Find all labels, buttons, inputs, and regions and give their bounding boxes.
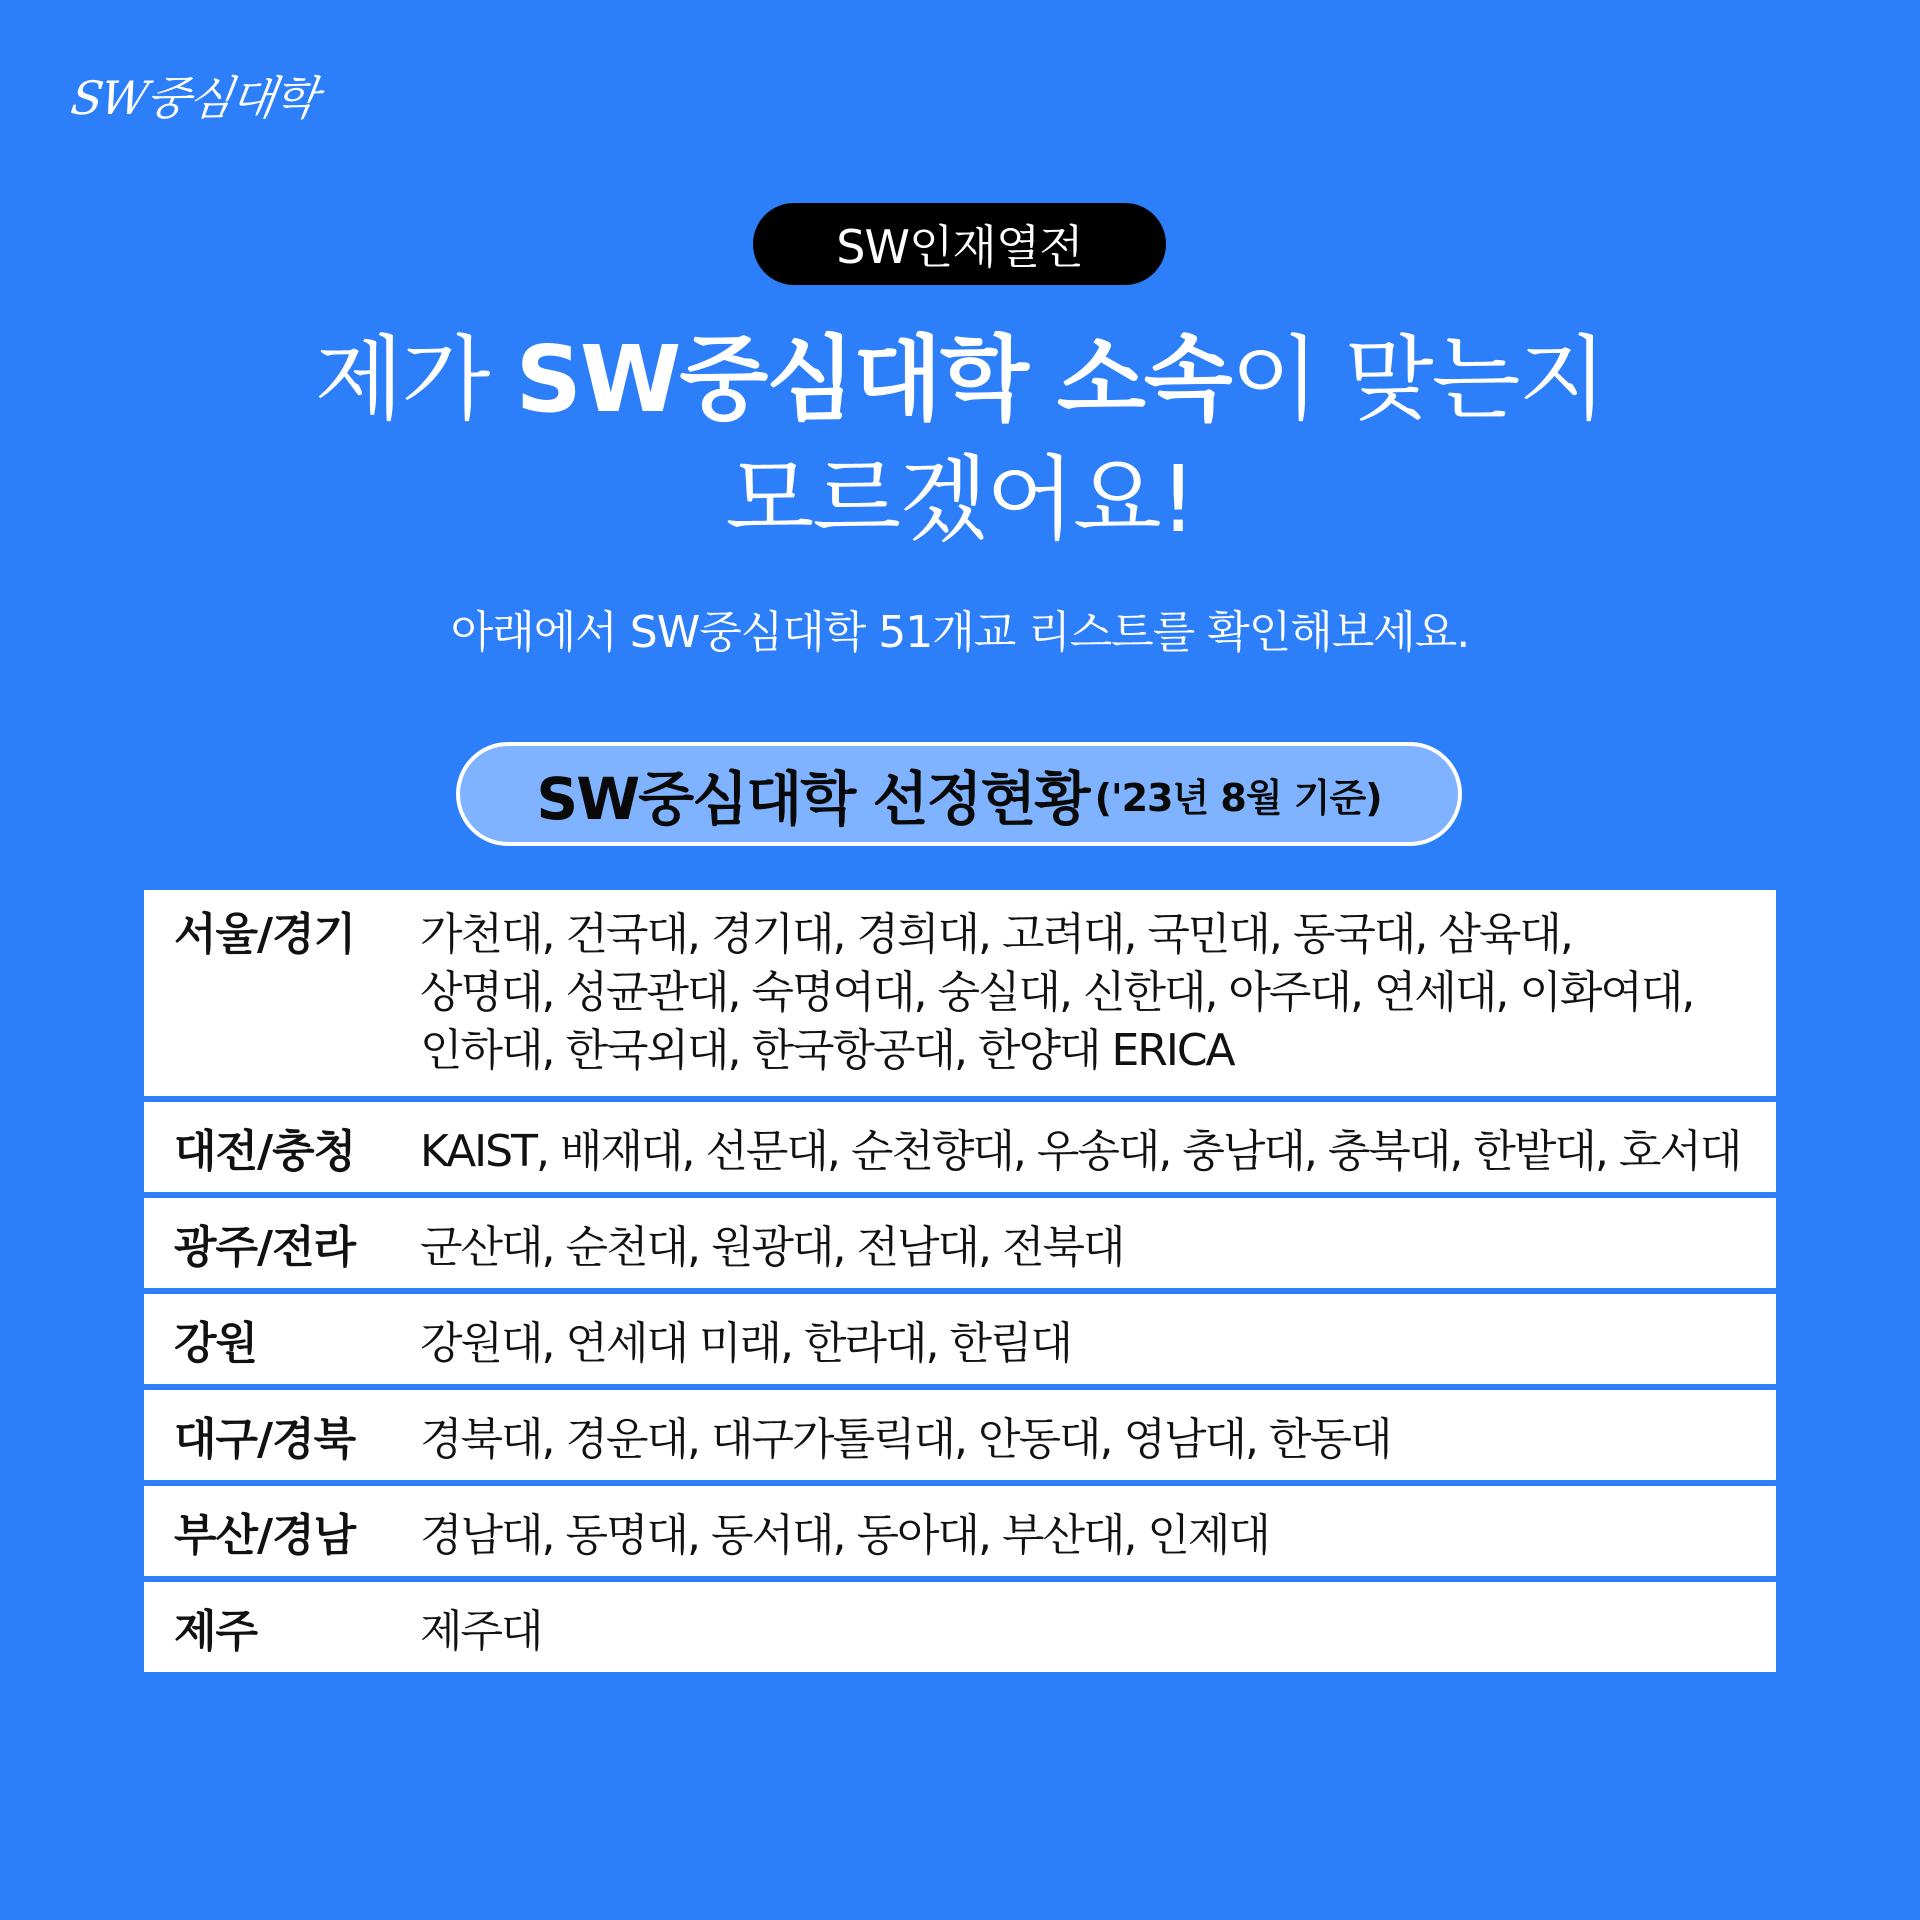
table-row	[144, 1294, 1776, 1384]
headline-part-2: 이 맞는지	[1230, 326, 1606, 433]
region-label: 대전/충청	[174, 1126, 356, 1177]
school-list: 제주대	[420, 1606, 542, 1657]
table-row	[144, 890, 1776, 1096]
school-list: 강원대, 연세대 미래, 한라대, 한림대	[420, 1318, 1071, 1369]
school-list: 군산대, 순천대, 원광대, 전남대, 전북대	[420, 1222, 1124, 1273]
section-title-pill	[456, 742, 1462, 846]
region-label: 부산/경남	[174, 1510, 356, 1561]
region-label: 제주	[174, 1606, 258, 1657]
headline-part-1: 제가	[314, 326, 516, 433]
headline-bold: SW중심대학 소속	[515, 326, 1231, 433]
event-badge	[753, 203, 1166, 285]
table-row	[144, 1390, 1776, 1480]
university-region-table	[144, 890, 1776, 1678]
table-row	[144, 1102, 1776, 1192]
region-label: 서울/경기	[174, 909, 356, 960]
school-list: KAIST, 배재대, 선문대, 순천향대, 우송대, 충남대, 충북대, 한밭대, 호서대	[420, 1126, 1741, 1177]
region-label: 대구/경북	[174, 1414, 356, 1465]
school-list: 가천대, 건국대, 경기대, 경희대, 고려대, 국민대, 동국대, 삼육대, 상명대, 성균관대, 숙명여대, 숭실대, 신한대, 아주대, 연세대, 이화여대, 인하대, 한국외대, 한국항공대, 한양대 ERICA	[420, 909, 1694, 1076]
table-row	[144, 1582, 1776, 1672]
table-row	[144, 1486, 1776, 1576]
region-label: 광주/전라	[174, 1222, 356, 1273]
section-title: SW중심대학 선정현황	[536, 765, 1089, 833]
headline	[0, 320, 1920, 560]
subtitle: 아래에서 SW중심대학 51개교 리스트를 확인해보세요.	[450, 607, 1470, 658]
headline-line-2: 모르겠어요!	[725, 446, 1195, 553]
event-badge-label: SW인재열전	[836, 220, 1083, 274]
region-label: 강원	[174, 1318, 258, 1369]
headline-line-1	[0, 320, 1920, 440]
school-list: 경북대, 경운대, 대구가톨릭대, 안동대, 영남대, 한동대	[420, 1414, 1391, 1465]
sw-center-university-logo: SW중심대학	[67, 71, 320, 125]
table-row	[144, 1198, 1776, 1288]
school-list: 경남대, 동명대, 동서대, 동아대, 부산대, 인제대	[420, 1510, 1269, 1561]
section-date-note: ('23년 8월 기준)	[1094, 775, 1382, 820]
